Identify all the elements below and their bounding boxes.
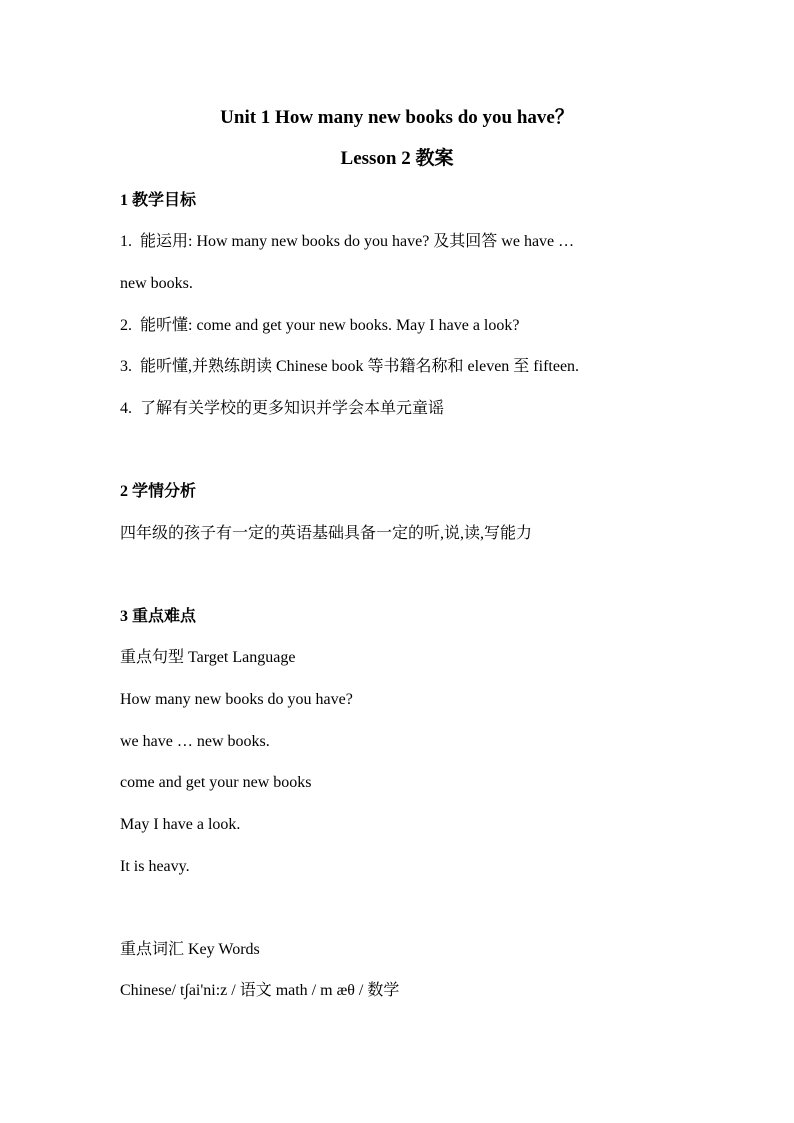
list-item-text: 能听懂: come and get your new books. May I have a look? — [140, 317, 520, 334]
list-item-number: 3. — [120, 358, 132, 375]
list-item — [120, 316, 519, 336]
sentence-line: It is heavy. — [120, 858, 190, 875]
list-item-number: 2. — [120, 317, 132, 334]
sentence-line: May I have a look. — [120, 816, 241, 833]
target-language-label: 重点句型 Target Language — [120, 649, 296, 666]
list-item-text: 能听懂,并熟练朗读 Chinese book 等书籍名称和 eleven 至 fifteen. — [140, 358, 580, 375]
list-item-number: 4. — [120, 400, 132, 417]
analysis-text: 四年级的孩子有一定的英语基础具备一定的听,说,读,写能力 — [120, 525, 533, 542]
document-subtitle: Lesson 2 教案 — [340, 148, 454, 169]
sentence-line: we have … new books. — [120, 733, 270, 750]
section-heading-analysis: 2 学情分析 — [120, 483, 197, 500]
list-item-number: 1. — [120, 233, 132, 250]
key-words-label: 重点词汇 Key Words — [120, 941, 260, 958]
list-item-text: 了解有关学校的更多知识并学会本单元童谣 — [140, 400, 445, 417]
list-item — [120, 357, 579, 377]
list-item-text: 能运用: How many new books do you have? 及其回答 we have … — [140, 233, 575, 250]
list-item-continuation: new books. — [120, 275, 193, 292]
sentence-line: How many new books do you have? — [120, 691, 353, 708]
document-title: Unit 1 How many new books do you have？ — [220, 107, 574, 128]
sentence-line: come and get your new books — [120, 774, 312, 791]
list-item — [120, 232, 574, 252]
list-item — [120, 399, 444, 419]
section-heading-key-points: 3 重点难点 — [120, 608, 197, 625]
key-words-line: Chinese/ t∫ai'ni:z / 语文 math / m æθ / 数学 — [120, 982, 400, 999]
section-heading-objectives: 1 教学目标 — [120, 192, 197, 209]
